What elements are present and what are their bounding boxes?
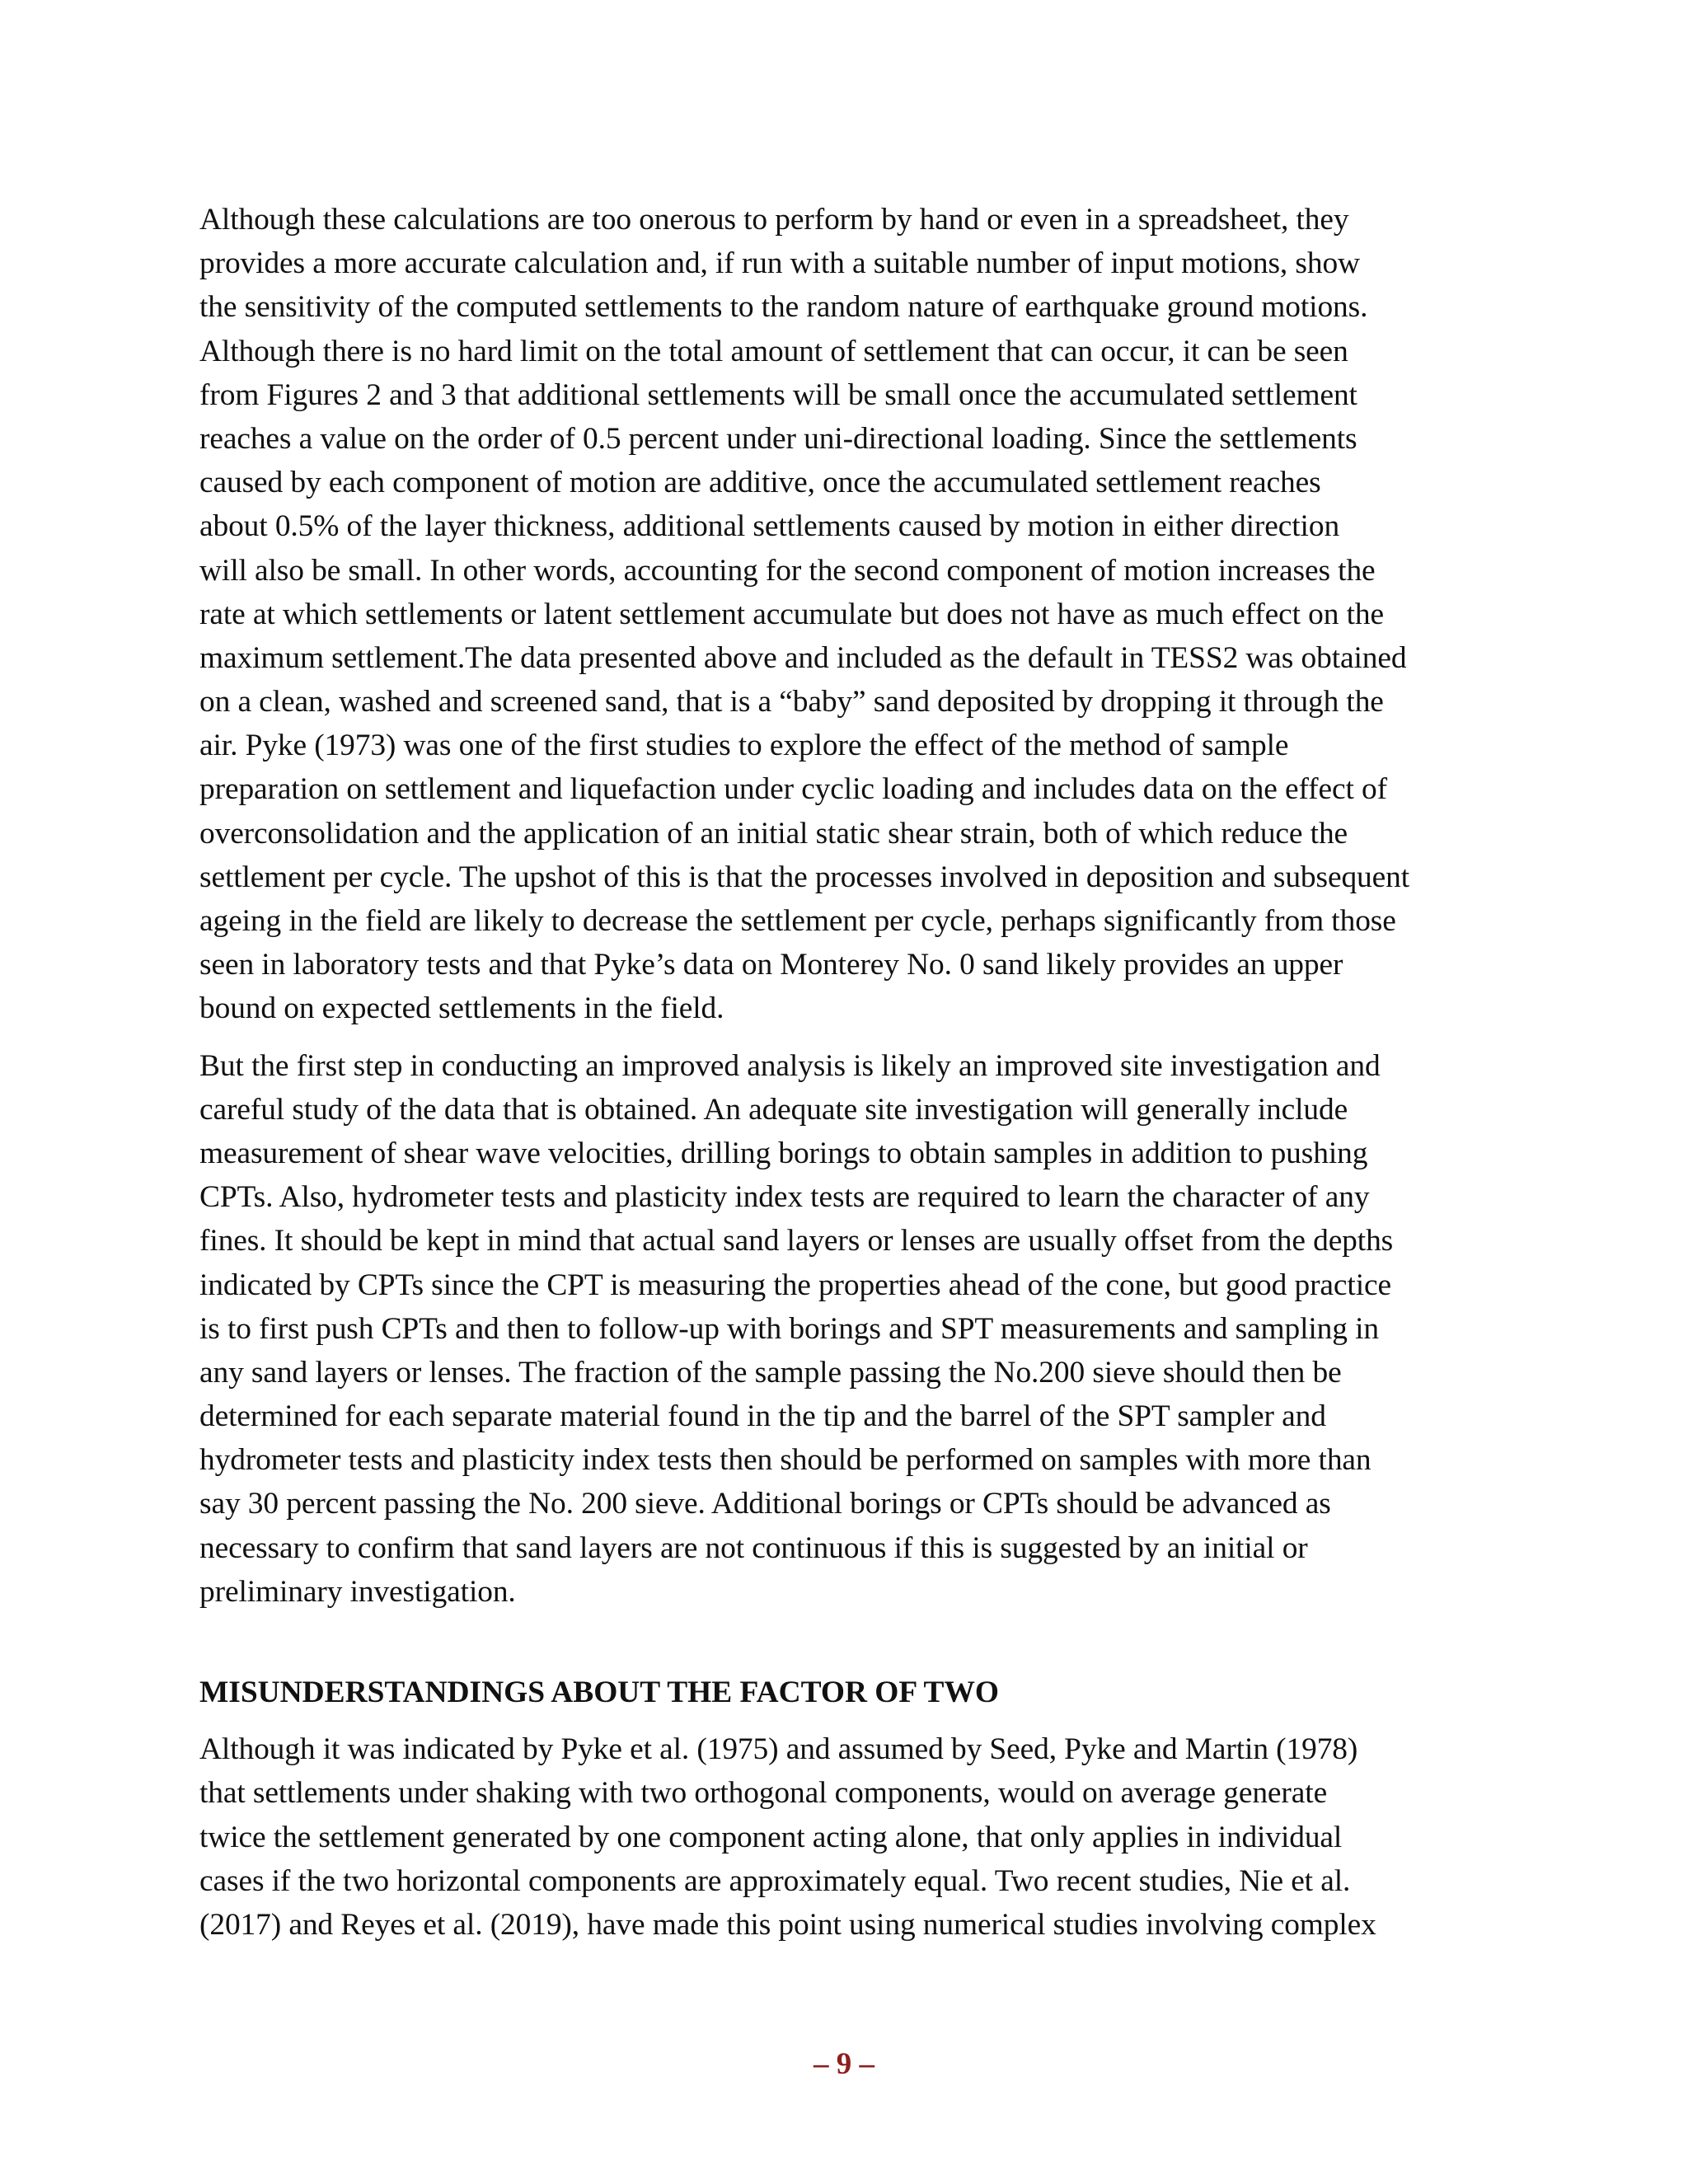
text-line: necessary to confirm that sand layers are not continuous if this is suggested by an initial or: [199, 1530, 1308, 1565]
text-line: caused by each component of motion are additive, once the accumulated settlement reaches: [199, 466, 1321, 500]
text-line: say 30 percent passing the No. 200 sieve. Additional borings or CPTs should be advanced as: [199, 1487, 1331, 1521]
text-line: the sensitivity of the computed settlements to the random nature of earthquake ground motions.: [199, 290, 1368, 325]
text-line: from Figures 2 and 3 that additional settlements will be small once the accumulated settlement: [199, 377, 1357, 412]
text-line: is to first push CPTs and then to follow-up with borings and SPT measurements and sampling in: [199, 1311, 1380, 1346]
paragraph-3: [199, 1727, 1490, 1947]
text-line: measurement of shear wave velocities, drilling borings to obtain samples in addition to pushing: [199, 1136, 1368, 1170]
text-line: CPTs. Also, hydrometer tests and plasticity index tests are required to learn the character of any: [199, 1180, 1370, 1215]
text-line: about 0.5% of the layer thickness, additional settlements caused by motion in either direction: [199, 509, 1340, 544]
text-line: air. Pyke (1973) was one of the first studies to explore the effect of the method of sample: [199, 729, 1289, 763]
text-line: ageing in the field are likely to decrease the settlement per cycle, perhaps significantly from those: [199, 904, 1396, 938]
text-line: indicated by CPTs since the CPT is measuring the properties ahead of the cone, but good practice: [199, 1268, 1391, 1302]
text-line: twice the settlement generated by one component acting alone, that only applies in individual: [199, 1820, 1343, 1854]
text-line: overconsolidation and the application of an initial static shear strain, both of which reduce the: [199, 816, 1348, 851]
paragraph-2: [199, 1044, 1490, 1614]
text-line: fines. It should be kept in mind that actual sand layers or lenses are usually offset from the depths: [199, 1224, 1394, 1258]
text-line: Although these calculations are too onerous to perform by hand or even in a spreadsheet, they: [199, 203, 1349, 237]
text-line: will also be small. In other words, accounting for the second component of motion increases the: [199, 553, 1376, 588]
page-number: – 9 –: [814, 2047, 874, 2081]
text-line: any sand layers or lenses. The fraction of the sample passing the No.200 sieve should then be: [199, 1355, 1342, 1390]
text-line: rate at which settlements or latent settlement accumulate but does not have as much effect on the: [199, 597, 1384, 631]
text-line: determined for each separate material found in the tip and the barrel of the SPT sampler and: [199, 1399, 1326, 1434]
text-line: careful study of the data that is obtained. An adequate site investigation will generally include: [199, 1092, 1348, 1127]
text-line: Although it was indicated by Pyke et al. (1975) and assumed by Seed, Pyke and Martin (1978): [199, 1732, 1358, 1767]
text-line: reaches a value on the order of 0.5 percent under uni-directional loading. Since the settlements: [199, 421, 1357, 456]
text-line: provides a more accurate calculation and, if run with a suitable number of input motions, show: [199, 246, 1360, 281]
text-line: that settlements under shaking with two orthogonal components, would on average generate: [199, 1776, 1328, 1811]
text-line: preliminary investigation.: [199, 1574, 516, 1609]
text-line: preparation on settlement and liquefaction under cyclic loading and includes data on the effect of: [199, 772, 1387, 807]
text-line: But the first step in conducting an improved analysis is likely an improved site investigation and: [199, 1048, 1381, 1083]
text-line: maximum settlement.The data presented above and included as the default in TESS2 was obtained: [199, 640, 1407, 675]
text-line: hydrometer tests and plasticity index tests then should be performed on samples with more than: [199, 1443, 1372, 1478]
paragraph-1: [199, 198, 1490, 1031]
text-line: (2017) and Reyes et al. (2019), have made this point using numerical studies involving complex: [199, 1907, 1376, 1942]
text-line: cases if the two horizontal components are approximately equal. Two recent studies, Nie et al.: [199, 1863, 1351, 1898]
text-line: bound on expected settlements in the field.: [199, 991, 724, 1026]
document-page: [199, 198, 1490, 1947]
text-line: settlement per cycle. The upshot of this is that the processes involved in deposition and subsequent: [199, 860, 1410, 894]
section-heading: MISUNDERSTANDINGS ABOUT THE FACTOR OF TWO: [199, 1675, 999, 1709]
text-line: Although there is no hard limit on the total amount of settlement that can occur, it can be seen: [199, 334, 1348, 368]
text-line: seen in laboratory tests and that Pyke’s data on Monterey No. 0 sand likely provides an upper: [199, 948, 1343, 982]
text-line: on a clean, washed and screened sand, that is a “baby” sand deposited by dropping it through the: [199, 685, 1384, 719]
